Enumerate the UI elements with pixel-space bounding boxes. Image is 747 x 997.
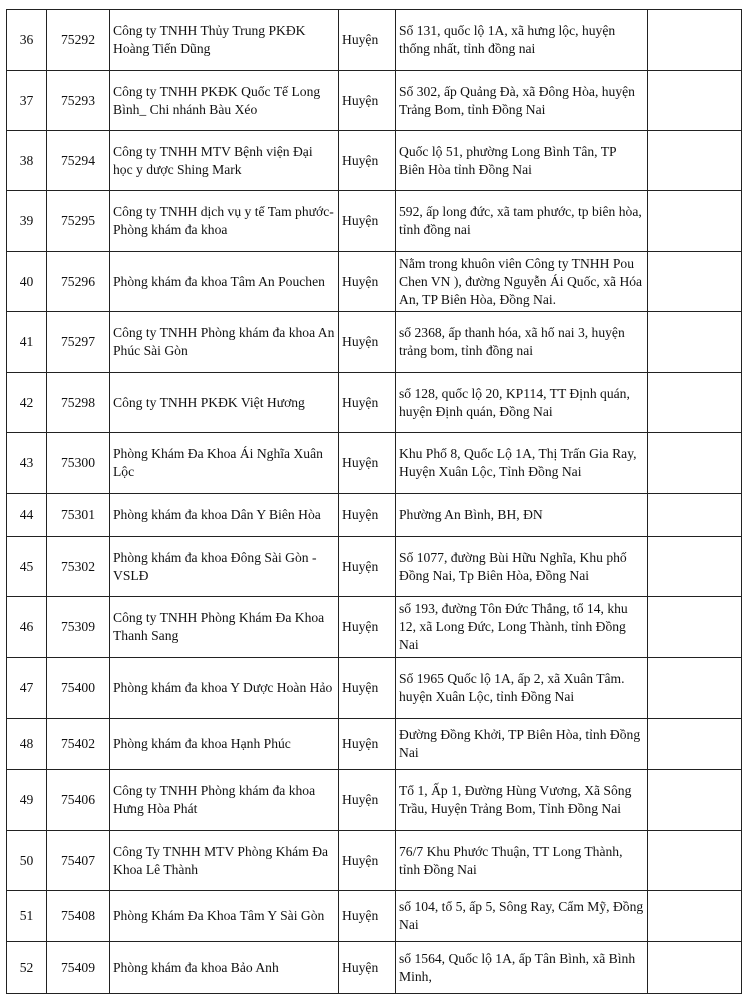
- facility-level: Huyện: [339, 831, 396, 891]
- facility-level: Huyện: [339, 252, 396, 312]
- facility-level: Huyện: [339, 71, 396, 131]
- row-number: 43: [7, 433, 47, 494]
- row-number: 47: [7, 658, 47, 719]
- note-cell: [648, 131, 742, 191]
- row-number: 36: [7, 10, 47, 71]
- note-cell: [648, 312, 742, 373]
- table-row: [7, 191, 742, 252]
- table-row: [7, 10, 742, 71]
- facility-code: 75298: [47, 373, 110, 433]
- facility-level: Huyện: [339, 433, 396, 494]
- facility-address: Đường Đồng Khởi, TP Biên Hòa, tỉnh Đồng Nai: [396, 719, 648, 770]
- facility-name: Công ty TNHH PKĐK Việt Hương: [110, 373, 339, 433]
- facility-address: Số 131, quốc lộ 1A, xã hưng lộc, huyện thống nhất, tỉnh đồng nai: [396, 10, 648, 71]
- facility-code: 75402: [47, 719, 110, 770]
- facility-code: 75296: [47, 252, 110, 312]
- table-row: [7, 71, 742, 131]
- row-number: 45: [7, 537, 47, 597]
- facility-code: 75407: [47, 831, 110, 891]
- note-cell: [648, 191, 742, 252]
- facility-level: Huyện: [339, 131, 396, 191]
- facility-address: 592, ấp long đức, xã tam phước, tp biên hòa, tỉnh đồng nai: [396, 191, 648, 252]
- facility-level: Huyện: [339, 312, 396, 373]
- facility-address: Số 1965 Quốc lộ 1A, ấp 2, xã Xuân Tâm. huyện Xuân Lộc, tỉnh Đồng Nai: [396, 658, 648, 719]
- facility-name: Phòng khám đa khoa Y Dược Hoàn Hảo: [110, 658, 339, 719]
- facility-table-body: [7, 10, 742, 994]
- table-row: [7, 831, 742, 891]
- facility-name: Phòng khám đa khoa Tâm An Pouchen: [110, 252, 339, 312]
- facility-name: Công Ty TNHH MTV Phòng Khám Đa Khoa Lê Thành: [110, 831, 339, 891]
- facility-name: Công ty TNHH PKĐK Quốc Tế Long Bình_ Chi nhánh Bàu Xéo: [110, 71, 339, 131]
- row-number: 41: [7, 312, 47, 373]
- facility-name: Phòng khám đa khoa Hạnh Phúc: [110, 719, 339, 770]
- note-cell: [648, 891, 742, 942]
- facility-address: số 128, quốc lộ 20, KP114, TT Định quán, huyện Định quán, Đồng Nai: [396, 373, 648, 433]
- table-row: [7, 312, 742, 373]
- facility-address: số 1564, Quốc lộ 1A, ấp Tân Bình, xã Bình Minh,: [396, 942, 648, 994]
- table-row: [7, 597, 742, 658]
- facility-name: Phòng khám đa khoa Bảo Anh: [110, 942, 339, 994]
- facility-name: Công ty TNHH Phòng khám đa khoa Hưng Hòa Phát: [110, 770, 339, 831]
- facility-code: 75294: [47, 131, 110, 191]
- facility-address: Phường An Bình, BH, ĐN: [396, 494, 648, 537]
- facility-level: Huyện: [339, 373, 396, 433]
- facility-address: số 193, đường Tôn Đức Thắng, tổ 14, khu 12, xã Long Đức, Long Thành, tỉnh Đồng Nai: [396, 597, 648, 658]
- note-cell: [648, 831, 742, 891]
- facility-code: 75292: [47, 10, 110, 71]
- facility-code: 75408: [47, 891, 110, 942]
- facility-address: số 2368, ấp thanh hóa, xã hố nai 3, huyện trảng bom, tỉnh đồng nai: [396, 312, 648, 373]
- facility-name: Phòng khám đa khoa Dân Y Biên Hòa: [110, 494, 339, 537]
- table-row: [7, 494, 742, 537]
- facility-address: số 104, tổ 5, ấp 5, Sông Ray, Cẩm Mỹ, Đồng Nai: [396, 891, 648, 942]
- row-number: 49: [7, 770, 47, 831]
- table-row: [7, 131, 742, 191]
- facility-level: Huyện: [339, 658, 396, 719]
- note-cell: [648, 658, 742, 719]
- row-number: 38: [7, 131, 47, 191]
- facility-name: Công ty TNHH MTV Bệnh viện Đại học y dược Shing Mark: [110, 131, 339, 191]
- facility-address: Số 1077, đường Bùi Hữu Nghĩa, Khu phố Đồng Nai, Tp Biên Hòa, Đồng Nai: [396, 537, 648, 597]
- facility-address: Quốc lộ 51, phường Long Bình Tân, TP Biên Hòa tỉnh Đồng Nai: [396, 131, 648, 191]
- facility-level: Huyện: [339, 891, 396, 942]
- facility-code: 75301: [47, 494, 110, 537]
- facility-code: 75293: [47, 71, 110, 131]
- facility-level: Huyện: [339, 597, 396, 658]
- table-row: [7, 942, 742, 994]
- note-cell: [648, 494, 742, 537]
- note-cell: [648, 719, 742, 770]
- facility-name: Công ty TNHH Thủy Trung PKĐK Hoàng Tiến Dũng: [110, 10, 339, 71]
- facility-code: 75400: [47, 658, 110, 719]
- table-row: [7, 658, 742, 719]
- facility-address: Tổ 1, Ấp 1, Đường Hùng Vương, Xã Sông Trầu, Huyện Trảng Bom, Tỉnh Đồng Nai: [396, 770, 648, 831]
- facility-address: Khu Phố 8, Quốc Lộ 1A, Thị Trấn Gia Ray, Huyện Xuân Lộc, Tỉnh Đồng Nai: [396, 433, 648, 494]
- facility-code: 75297: [47, 312, 110, 373]
- note-cell: [648, 252, 742, 312]
- note-cell: [648, 942, 742, 994]
- facility-code: 75300: [47, 433, 110, 494]
- note-cell: [648, 770, 742, 831]
- row-number: 52: [7, 942, 47, 994]
- facility-code: 75295: [47, 191, 110, 252]
- facility-address: 76/7 Khu Phước Thuận, TT Long Thành, tỉnh Đồng Nai: [396, 831, 648, 891]
- table-row: [7, 537, 742, 597]
- row-number: 50: [7, 831, 47, 891]
- table-row: [7, 891, 742, 942]
- facility-code: 75309: [47, 597, 110, 658]
- note-cell: [648, 537, 742, 597]
- facility-name: Công ty TNHH dịch vụ y tế Tam phước- Phòng khám đa khoa: [110, 191, 339, 252]
- facility-name: Phòng Khám Đa Khoa Ái Nghĩa Xuân Lộc: [110, 433, 339, 494]
- facility-name: Phòng Khám Đa Khoa Tâm Y Sài Gòn: [110, 891, 339, 942]
- facility-code: 75406: [47, 770, 110, 831]
- table-row: [7, 252, 742, 312]
- facility-name: Công ty TNHH Phòng khám đa khoa An Phúc Sài Gòn: [110, 312, 339, 373]
- row-number: 51: [7, 891, 47, 942]
- table-row: [7, 373, 742, 433]
- row-number: 42: [7, 373, 47, 433]
- table-row: [7, 719, 742, 770]
- facility-code: 75409: [47, 942, 110, 994]
- row-number: 40: [7, 252, 47, 312]
- note-cell: [648, 433, 742, 494]
- facility-level: Huyện: [339, 10, 396, 71]
- row-number: 46: [7, 597, 47, 658]
- facility-name: Công ty TNHH Phòng Khám Đa Khoa Thanh Sang: [110, 597, 339, 658]
- facility-level: Huyện: [339, 942, 396, 994]
- facility-address: Số 302, ấp Quảng Đà, xã Đông Hòa, huyện Trảng Bom, tỉnh Đồng Nai: [396, 71, 648, 131]
- facility-level: Huyện: [339, 770, 396, 831]
- facility-level: Huyện: [339, 537, 396, 597]
- facility-address: Nằm trong khuôn viên Công ty TNHH Pou Chen VN ), đường Nguyễn Ái Quốc, xã Hóa An, TP Biên Hòa, Đồng Nai.: [396, 252, 648, 312]
- row-number: 37: [7, 71, 47, 131]
- facility-code: 75302: [47, 537, 110, 597]
- row-number: 48: [7, 719, 47, 770]
- facility-name: Phòng khám đa khoa Đông Sài Gòn - VSLĐ: [110, 537, 339, 597]
- table-row: [7, 433, 742, 494]
- note-cell: [648, 71, 742, 131]
- facility-table: [6, 9, 742, 994]
- facility-level: Huyện: [339, 191, 396, 252]
- note-cell: [648, 10, 742, 71]
- note-cell: [648, 597, 742, 658]
- facility-level: Huyện: [339, 494, 396, 537]
- row-number: 44: [7, 494, 47, 537]
- row-number: 39: [7, 191, 47, 252]
- facility-level: Huyện: [339, 719, 396, 770]
- table-row: [7, 770, 742, 831]
- note-cell: [648, 373, 742, 433]
